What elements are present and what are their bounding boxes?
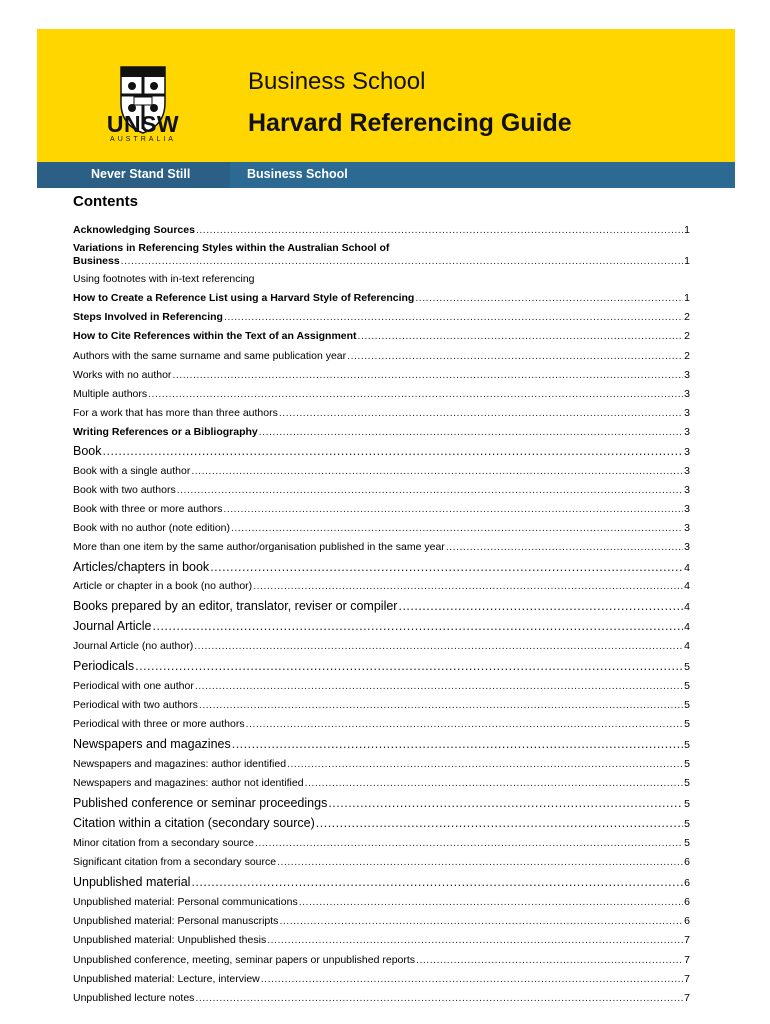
toc-entry-page: 2 [684,330,690,342]
toc-dot-leader [148,388,683,401]
toc-entry[interactable] [73,311,690,324]
school-title: Business School [248,68,426,95]
toc-entry[interactable] [73,876,690,890]
logo-subtext: AUSTRALIA [110,136,176,143]
toc-entry-label: Article or chapter in a book (no author) [73,580,253,592]
toc-dot-leader [398,600,683,613]
toc-entry-label: Business [73,255,120,267]
toc-entry[interactable] [73,973,690,986]
toc-entry-page: 1 [684,292,690,304]
toc-dot-leader [446,541,683,554]
toc-entry-page: 5 [684,777,690,789]
toc-entry-label: Unpublished material: Personal communications [73,896,298,908]
toc-entry[interactable] [73,817,690,831]
toc-entry-label: Periodical with one author [73,680,194,692]
toc-entry-label: Book with a single author [73,465,191,477]
toc-entry-page: 3 [684,522,690,534]
toc-entry-label: How to Cite References within the Text of an Assignment [73,330,357,342]
toc-entry-page: 5 [684,680,690,692]
toc-entry-label: Unpublished material: Lecture, interview [73,973,260,985]
toc-entry[interactable] [73,777,690,790]
toc-entry-page: 1 [684,255,690,267]
toc-dot-leader [299,896,683,909]
toc-entry-page: 5 [684,699,690,711]
toc-dot-leader [172,369,683,382]
toc-entry[interactable] [73,660,690,674]
toc-dot-leader [279,915,683,928]
header-banner [37,29,735,162]
toc-entry-page: 7 [684,954,690,966]
toc-entry[interactable]: Using footnotes with in-text referencing [73,273,255,285]
toc-entry[interactable] [73,407,690,420]
toc-entry[interactable] [73,934,690,947]
toc-dot-leader [246,718,684,731]
toc-dot-leader [199,699,683,712]
toc-entry-label: Books prepared by an editor, translator, reviser or compiler [73,599,398,613]
toc-entry-label: More than one item by the same author/organisation published in the same year [73,541,445,553]
toc-dot-leader [153,620,684,633]
contents-heading: Contents [73,193,138,210]
toc-entry[interactable] [73,426,690,439]
toc-entry[interactable] [73,915,690,928]
toc-entry[interactable] [73,718,690,731]
toc-entry-label: Writing References or a Bibliography [73,426,258,438]
toc-entry-label: Periodical with three or more authors [73,718,245,730]
toc-entry-label: Periodicals [73,659,135,673]
toc-entry-label: Unpublished material [73,875,191,889]
toc-entry[interactable] [73,522,690,535]
toc-entry-page: 5 [684,837,690,849]
toc-entry-label: Book with no author (note edition) [73,522,231,534]
toc-dot-leader [103,445,684,458]
toc-dot-leader [231,522,683,535]
toc-entry-label: Journal Article [73,619,152,633]
toc-entry-page: 4 [684,580,690,592]
toc-entry[interactable] [73,620,690,634]
toc-entry[interactable] [73,255,690,268]
toc-entry[interactable] [73,580,690,593]
toc-entry[interactable] [73,600,690,614]
toc-entry-page: 5 [684,798,690,810]
toc-entry[interactable] [73,680,690,693]
toc-entry-page: 5 [684,818,690,830]
toc-entry[interactable] [73,797,690,811]
toc-entry-label: Newspapers and magazines: author not identified [73,777,304,789]
toc-dot-leader [196,224,683,237]
toc-entry-label: Newspapers and magazines: author identified [73,758,287,770]
toc-dot-leader [416,954,683,967]
toc-entry-page: 3 [684,503,690,515]
toc-entry[interactable] [73,954,690,967]
toc-entry[interactable] [73,837,690,850]
toc-entry-page: 2 [684,350,690,362]
toc-dot-leader [135,660,683,673]
toc-entry[interactable] [73,856,690,869]
toc-entry-label: Book with three or more authors [73,503,223,515]
toc-entry-page: 3 [684,369,690,381]
toc-entry-label: Works with no author [73,369,172,381]
toc-dot-leader [277,856,683,869]
tagline: Never Stand Still [91,167,191,181]
toc-entry-page: 3 [684,465,690,477]
bar-school-label: Business School [247,167,348,181]
toc-dot-leader [195,680,683,693]
toc-dot-leader [177,484,683,497]
toc-dot-leader [223,503,683,516]
toc-dot-leader [347,350,683,363]
toc-dot-leader [253,580,683,593]
toc-entry[interactable] [73,758,690,771]
toc-entry-page: 6 [684,896,690,908]
toc-entry-label: Unpublished lecture notes [73,992,195,1004]
toc-entry-label: Authors with the same surname and same publication year [73,350,347,362]
toc-entry-page: 3 [684,484,690,496]
toc-entry-label: Book [73,444,102,458]
toc-dot-leader [287,758,683,771]
toc-entry[interactable] [73,640,690,653]
toc-entry-label: Unpublished conference, meeting, seminar papers or unpublished reports [73,954,416,966]
toc-entry-label: For a work that has more than three authors [73,407,278,419]
toc-entry-page: 3 [684,426,690,438]
toc-dot-leader [267,934,683,947]
toc-entry-label: Journal Article (no author) [73,640,194,652]
toc-dot-leader [195,992,683,1005]
toc-entry-label: Published conference or seminar proceedings [73,796,328,810]
toc-entry[interactable] [73,445,690,459]
toc-entry-page: 5 [684,661,690,673]
toc-entry[interactable] [73,992,690,1005]
toc-entry-page: 7 [684,973,690,985]
toc-entry-page: 3 [684,446,690,458]
toc-dot-leader [316,817,683,830]
toc-dot-leader [261,973,683,986]
guide-title: Harvard Referencing Guide [248,109,572,137]
toc-entry[interactable] [73,292,690,305]
toc-entry[interactable] [73,561,690,575]
toc-dot-leader [279,407,683,420]
toc-entry-label: Book with two authors [73,484,176,496]
toc-entry-page: 1 [684,224,690,236]
toc-dot-leader [259,426,683,439]
toc-dot-leader [305,777,684,790]
toc-entry-label: Significant citation from a secondary source [73,856,277,868]
toc-entry[interactable] [73,699,690,712]
toc-entry[interactable] [73,350,690,363]
toc-entry[interactable] [73,224,690,237]
toc-entry-page: 3 [684,388,690,400]
toc-entry-label: Citation within a citation (secondary source) [73,816,315,830]
toc-entry-label: Steps Involved in Referencing [73,311,223,323]
toc-entry[interactable] [73,388,690,401]
toc-entry-page: 4 [684,621,690,633]
toc-entry-page: 4 [684,601,690,613]
toc-dot-leader [194,640,683,653]
toc-entry-page: 6 [684,915,690,927]
toc-dot-leader [191,465,683,478]
toc-entry-page: 2 [684,311,690,323]
toc-dot-leader [358,330,684,343]
toc-entry-label: Newspapers and magazines [73,737,231,751]
toc-entry[interactable] [73,738,690,752]
toc-entry-page: 3 [684,541,690,553]
toc-entry-page: 5 [684,718,690,730]
toc-entry[interactable] [73,465,690,478]
toc-entry-page: 4 [684,640,690,652]
toc-entry[interactable] [73,541,690,554]
toc-entry-page: 7 [684,934,690,946]
toc-entry-page: 4 [684,562,690,574]
toc-entry-label: Periodical with two authors [73,699,198,711]
toc-entry-page: 6 [684,877,690,889]
toc-entry-line1[interactable]: Variations in Referencing Styles within the Australian School of [73,242,390,254]
toc-entry-label: Unpublished material: Unpublished thesis [73,934,267,946]
tagline-bar [37,162,735,188]
toc-entry-page: 7 [684,992,690,1004]
toc-dot-leader [415,292,683,305]
toc-entry[interactable] [73,330,690,343]
toc-entry[interactable] [73,503,690,516]
toc-dot-leader [224,311,683,324]
toc-entry-label: Minor citation from a secondary source [73,837,254,849]
toc-entry-label: Unpublished material: Personal manuscripts [73,915,279,927]
toc-dot-leader [210,561,683,574]
toc-entry-page: 3 [684,407,690,419]
toc-entry[interactable] [73,369,690,382]
toc-dot-leader [232,738,683,751]
toc-dot-leader [255,837,683,850]
toc-entry[interactable] [73,484,690,497]
toc-dot-leader [191,876,683,889]
toc-entry-label: Articles/chapters in book [73,560,210,574]
toc-entry-page: 5 [684,739,690,751]
toc-entry-label: Acknowledging Sources [73,224,195,236]
toc-entry-page: 6 [684,856,690,868]
logo-text: UNSW [106,111,180,137]
toc-entry-label: Multiple authors [73,388,148,400]
toc-dot-leader [121,255,683,268]
toc-entry-page: 5 [684,758,690,770]
toc-entry[interactable] [73,896,690,909]
toc-dot-leader [328,797,683,810]
toc-entry-label: How to Create a Reference List using a Harvard Style of Referencing [73,292,415,304]
